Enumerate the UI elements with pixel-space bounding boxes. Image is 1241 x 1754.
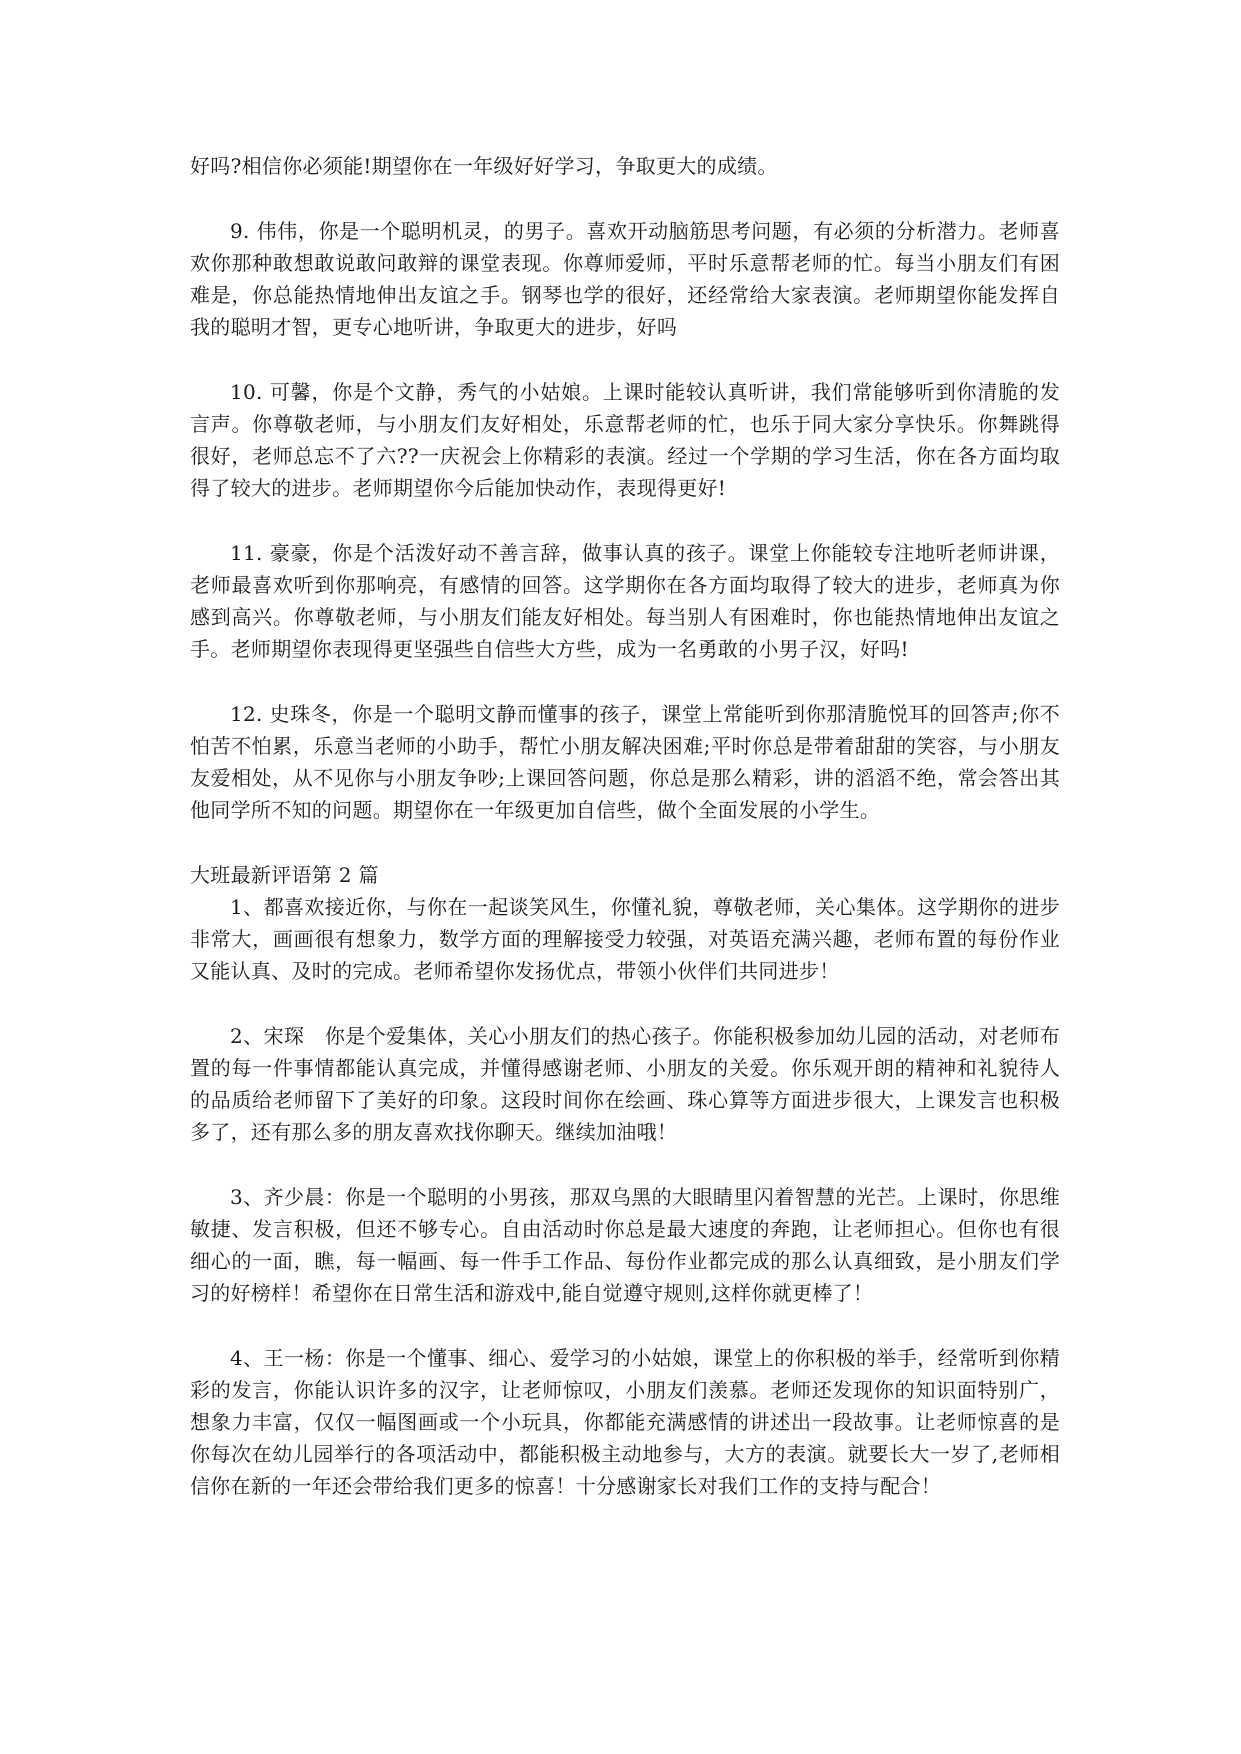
section-comment-2: 2、宋琛 你是个爱集体，关心小朋友们的热心孩子。你能积极参加幼儿园的活动，对老师布置的每一件事情都能认真完成，并懂得感谢老师、小朋友的关爱。你乐观开朗的精神和礼貌待人的品质给老师留下了美好的印象。这段时间你在绘画、珠心算等方面进步很大，上课发言也积极多了，还有那么多的朋友喜欢找你聊天。继续加油哦！ [190,1024,1060,1144]
comment-paragraph-11: 11. 豪豪，你是个活泼好动不善言辞，做事认真的孩子。课堂上你能较专注地听老师讲课，老师最喜欢听到你那响亮，有感情的回答。这学期你在各方面均取得了较大的进步，老师真为你感到高兴。你尊敬老师，与小朋友们能友好相处。每当别人有困难时，你也能热情地伸出友谊之手。老师期望你表现得更坚强些自信些大方些，成为一名勇敢的小男子汉，好吗! [190,541,1060,661]
section-comment-4: 4、王一杨：你是一个懂事、细心、爱学习的小姑娘，课堂上的你积极的举手，经常听到你精彩的发言，你能认识许多的汉字，让老师惊叹，小朋友们羡慕。老师还发现你的知识面特别广，想象力丰富，仅仅一幅图画或一个小玩具，你都能充满感情的讲述出一段故事。让老师惊喜的是你每次在幼儿园举行的各项活动中，都能积极主动地参与，大方的表演。就要长大一岁了,老师相信你在新的一年还会带给我们更多的惊喜！十分感谢家长对我们工作的支持与配合！ [190,1346,1060,1498]
comment-paragraph-10: 10. 可馨，你是个文静，秀气的小姑娘。上课时能较认真听讲，我们常能够听到你清脆的发言声。你尊敬老师，与小朋友们友好相处，乐意帮老师的忙，也乐于同大家分享快乐。你舞跳得很好，老师总忘不了六??一庆祝会上你精彩的表演。经过一个学期的学习生活，你在各方面均取得了较大的进步。老师期望你今后能加快动作，表现得更好! [190,380,1060,500]
comment-paragraph-12: 12. 史珠冬，你是一个聪明文静而懂事的孩子，课堂上常能听到你那清脆悦耳的回答声;你不怕苦不怕累，乐意当老师的小助手，帮忙小朋友解决困难;平时你总是带着甜甜的笑容，与小朋友友爱相处，从不见你与小朋友争吵;上课回答问题，你总是那么精彩，讲的滔滔不绝，常会答出其他同学所不知的问题。期望你在一年级更加自信些，做个全面发展的小学生。 [190,702,1060,822]
document-body [190,150,1060,1502]
section-title: 大班最新评语第 2 篇 [190,863,379,887]
section-comment-1: 1、都喜欢接近你，与你在一起谈笑风生，你懂礼貌，尊敬老师，关心集体。这学期你的进步非常大，画画很有想象力，数学方面的理解接受力较强，对英语充满兴趣，老师布置的每份作业又能认真、及时的完成。老师希望你发扬优点，带领小伙伴们共同进步！ [190,895,1060,983]
section-comment-3: 3、齐少晨：你是一个聪明的小男孩，那双乌黑的大眼睛里闪着智慧的光芒。上课时，你思维敏捷、发言积极，但还不够专心。自由活动时你总是最大速度的奔跑，让老师担心。但你也有很细心的一面，瞧，每一幅画、每一件手工作品、每份作业都完成的那么认真细致，是小朋友们学习的好榜样！希望你在日常生活和游戏中,能自觉遵守规则,这样你就更棒了！ [190,1185,1060,1305]
paragraph-continuation: 好吗?相信你必须能!期望你在一年级好好学习，争取更大的成绩。 [190,154,778,178]
comment-paragraph-9: 9. 伟伟，你是一个聪明机灵，的男子。喜欢开动脑筋思考问题，有必须的分析潜力。老师喜欢你那种敢想敢说敢问敢辩的课堂表现。你尊师爱师，平时乐意帮老师的忙。每当小朋友们有困难是，你总能热情地伸出友谊之手。钢琴也学的很好，还经常给大家表演。老师期望你能发挥自我的聪明才智，更专心地听讲，争取更大的进步，好吗 [190,219,1060,339]
